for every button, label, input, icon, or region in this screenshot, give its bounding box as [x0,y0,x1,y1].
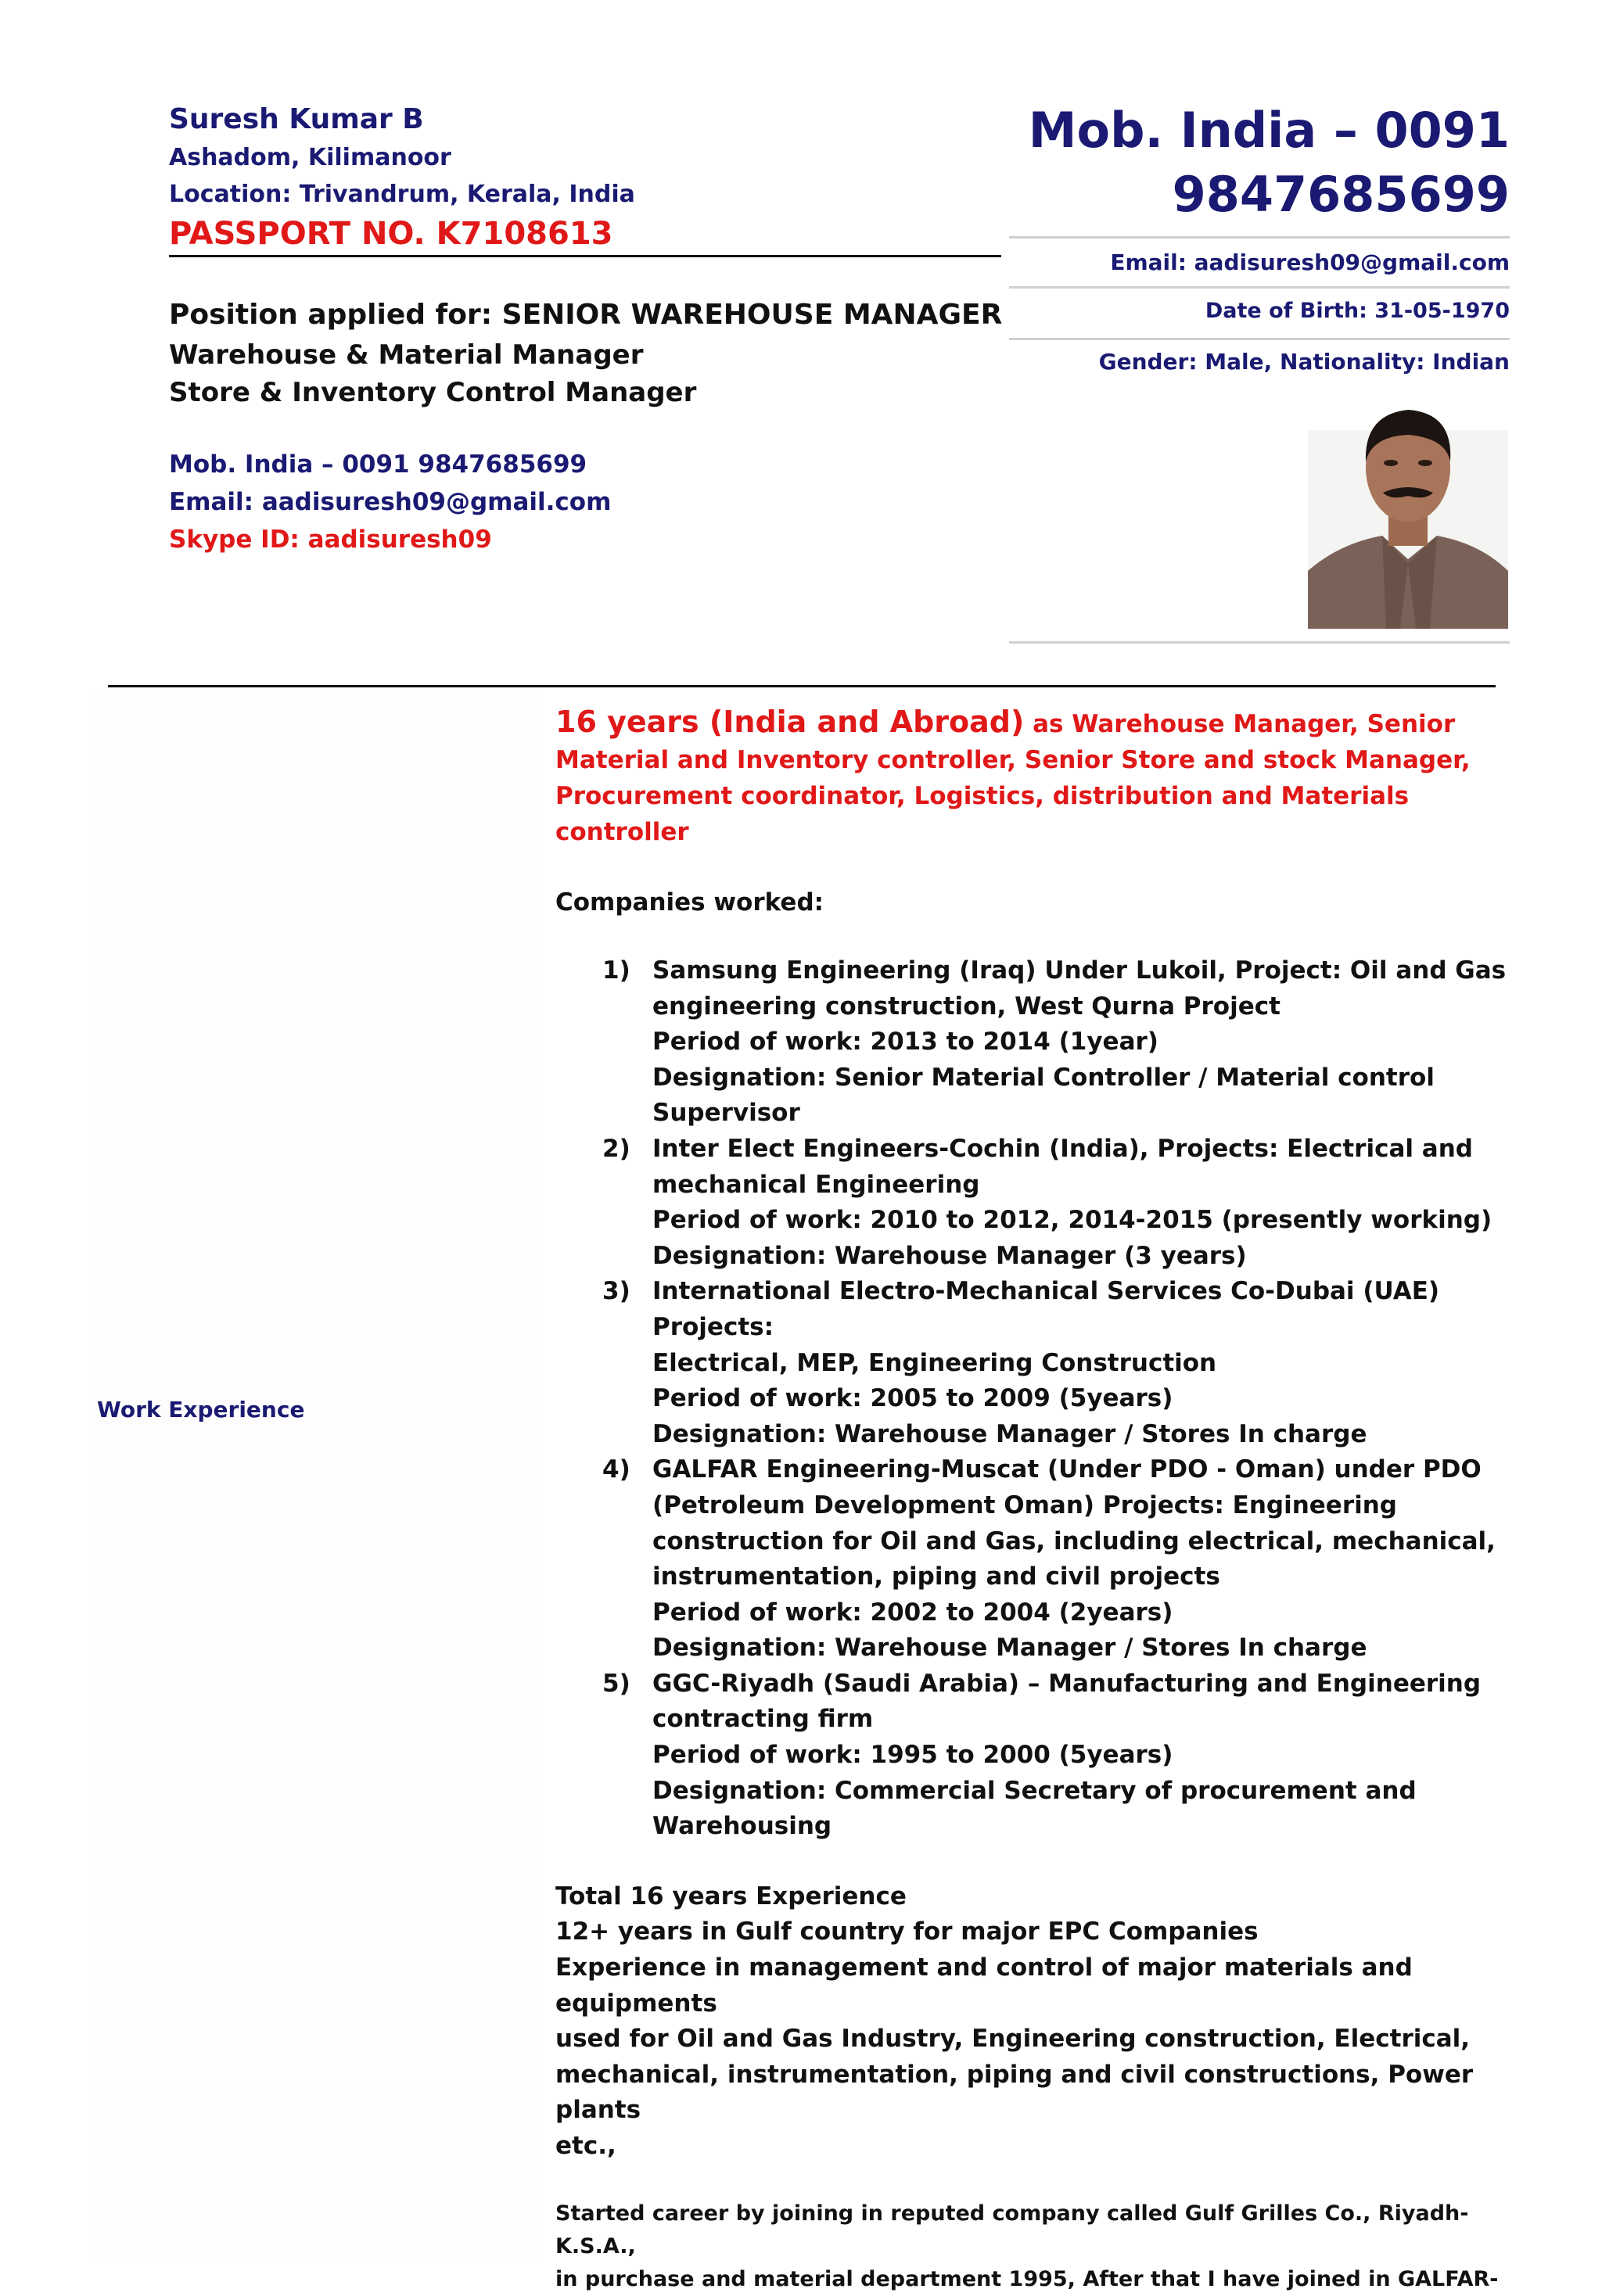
career-line: Started career by joining in reputed company called Gulf Grilles Co., Riyadh-K.S.A., [555,2201,1469,2258]
summary-line: etc., [555,2132,616,2160]
company-line: Period of work: 2002 to 2004 (2years) [652,1598,1173,1627]
company-line: Supervisor [652,1099,800,1128]
companies-title: Companies worked: [555,888,824,917]
experience-roles: as Warehouse Manager, Senior Material and Inventory controller, Senior Store and stock Manager, Procurement coordinator, Logistics, distribution and Materials controller [555,710,1471,846]
company-line: mechanical Engineering [652,1170,980,1199]
company-line: instrumentation, piping and civil projects [652,1562,1220,1591]
section-label-work-experience: Work Experience [97,1397,305,1422]
contact-block [169,446,1006,558]
company-item [555,1274,1511,1452]
candidate-name: Suresh Kumar B [169,103,424,135]
photo-divider [1009,641,1510,644]
company-line: contracting firm [652,1705,874,1734]
company-line: Designation: Commercial Secretary of procurement and [652,1776,1417,1805]
gender-nationality: Gender: Male, Nationality: Indian [1009,338,1510,379]
company-line: (Petroleum Development Oman) Projects: Engineering [652,1491,1397,1519]
company-line: Designation: Warehouse Manager (3 years) [652,1241,1247,1270]
experience-summary [555,1879,1511,2165]
company-line: Inter Elect Engineers-Cochin (India), Projects: Electrical and [652,1134,1473,1163]
position-alt-1: Warehouse & Material Manager [169,339,644,371]
experience-intro [555,704,1511,850]
contact-email: Email: aadisuresh09@gmail.com [169,488,612,516]
summary-line: Experience in management and control of major materials and equipments [555,1953,1413,2018]
company-line: GALFAR Engineering-Muscat (Under PDO - Oman) under PDO [652,1455,1482,1484]
company-line: engineering construction, West Qurna Project [652,992,1281,1021]
contact-mobile: Mob. India – 0091 9847685699 [169,450,587,479]
company-line: Designation: Senior Material Controller / Material control [652,1063,1435,1092]
position-alt-2: Store & Inventory Control Manager [169,377,697,408]
profile-photo [1308,375,1508,629]
company-line: Period of work: 2013 to 2014 (1year) [652,1028,1158,1057]
company-item [555,1666,1511,1845]
mobile-big-line-2: 9847685699 [1172,166,1510,223]
company-item [555,953,1511,1132]
company-line: Warehousing [652,1812,832,1841]
summary-line: used for Oil and Gas Industry, Engineering construction, Electrical, [555,2025,1471,2054]
company-line: Period of work: 1995 to 2000 (5years) [652,1741,1173,1770]
summary-line: mechanical, instrumentation, piping and civil constructions, Power plants [555,2060,1474,2125]
contact-skype: Skype ID: aadisuresh09 [169,526,492,554]
company-line: Designation: Warehouse Manager / Stores In charge [652,1634,1367,1663]
company-line: Designation: Warehouse Manager / Stores In charge [652,1419,1367,1448]
career-line: in purchase and material department 1995, After that I have joined in GALFAR- [555,2266,1499,2291]
header-divider [169,255,1001,257]
company-line: International Electro-Mechanical Services Co-Dubai (UAE) Projects: [652,1277,1440,1341]
companies-list [555,953,1511,1845]
summary-line: 12+ years in Gulf country for major EPC Companies [555,1918,1259,1946]
summary-line: Total 16 years Experience [555,1882,907,1910]
company-number: 3) [602,1277,630,1306]
left-column [94,688,543,2263]
company-item [555,1452,1511,1666]
location-line: Location: Trivandrum, Kerala, India [169,181,635,208]
company-line: Period of work: 2010 to 2012, 2014-2015 (presently working) [652,1206,1492,1235]
header-left [169,100,1006,255]
company-number: 1) [602,956,630,985]
mobile-big-line-1: Mob. India – 0091 [1028,102,1510,159]
date-of-birth: Date of Birth: 31-05-1970 [1009,286,1510,329]
company-line: GGC-Riyadh (Saudi Arabia) – Manufacturing and Engineering [652,1669,1482,1698]
address-line: Ashadom, Kilimanoor [169,144,451,171]
header-right [1009,99,1510,227]
company-number: 2) [602,1134,630,1163]
main-divider [108,685,1496,687]
email-right: Email: aadisuresh09@gmail.com [1009,236,1510,281]
company-number: 5) [602,1669,630,1698]
experience-years: 16 years (India and Abroad) [555,705,1025,739]
passport-number: PASSPORT NO. K7108613 [169,216,613,252]
company-item [555,1132,1511,1274]
profile-photo-svg [1308,375,1508,629]
position-applied: Position applied for: SENIOR WAREHOUSE MANAGER [169,299,1003,331]
position-block [169,294,1006,411]
company-line: Period of work: 2005 to 2009 (5years) [652,1384,1173,1413]
company-number: 4) [602,1455,630,1484]
company-line: Samsung Engineering (Iraq) Under Lukoil, Project: Oil and Gas [652,956,1507,985]
career-paragraph [555,2197,1511,2296]
company-line: construction for Oil and Gas, including electrical, mechanical, [652,1526,1496,1555]
work-experience-content [555,704,1511,2296]
company-line: Electrical, MEP, Engineering Construction [652,1348,1217,1377]
